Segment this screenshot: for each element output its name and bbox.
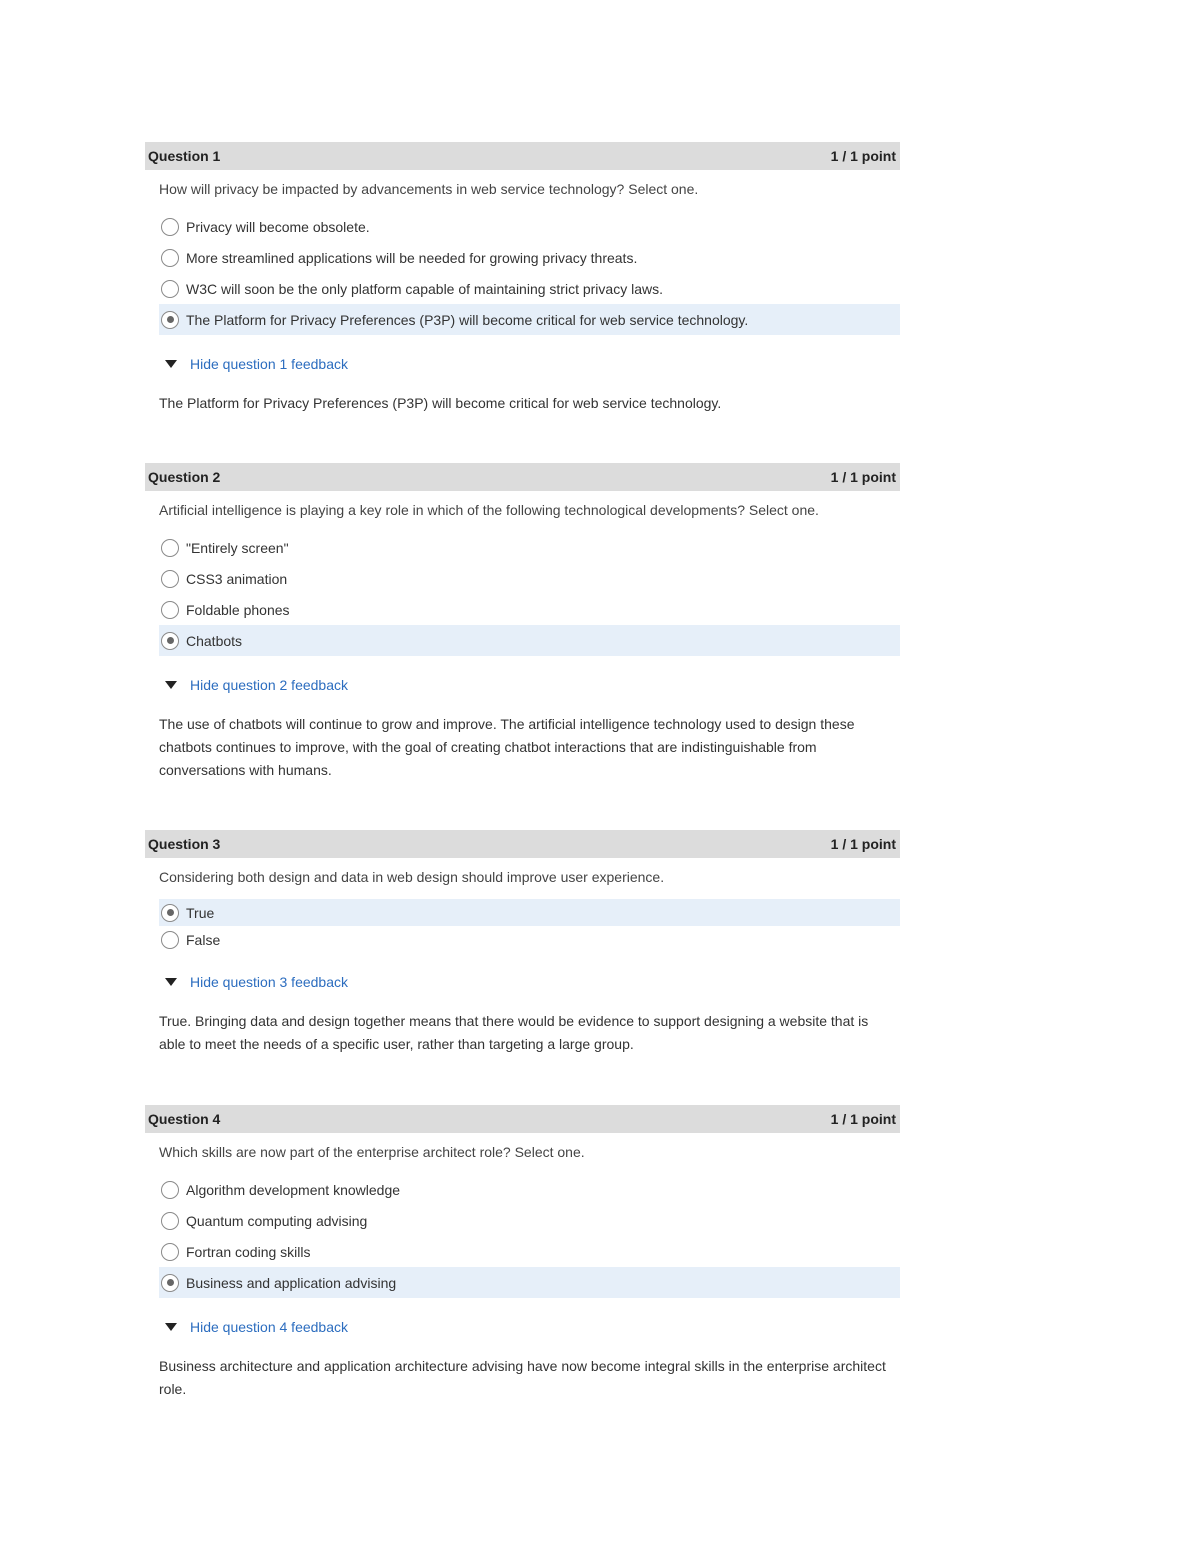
- question-prompt: Artificial intelligence is playing a key role in which of the following technological developments? Select one.: [159, 502, 819, 518]
- question-title: Question 2: [148, 469, 221, 485]
- option-label: Algorithm development knowledge: [186, 1181, 401, 1198]
- answer-options: [145, 899, 900, 953]
- radio-button-icon[interactable]: [161, 1212, 179, 1230]
- option-label: Quantum computing advising: [186, 1212, 368, 1229]
- answer-option-selected[interactable]: [159, 899, 900, 926]
- question-feedback: True. Bringing data and design together means that there would be evidence to support designing a website that is able to meet the needs of a specific user, rather than targeting a large group.: [159, 1013, 869, 1052]
- option-label: Chatbots: [186, 632, 243, 649]
- hide-feedback-label[interactable]: Hide question 2 feedback: [190, 677, 348, 693]
- radio-button-selected-icon[interactable]: [161, 904, 179, 922]
- answer-options: [145, 1174, 900, 1298]
- question-feedback: The use of chatbots will continue to grow and improve. The artificial intelligence technology used to design these chatbots continues to improve, with the goal of creating chatbot interactions that are indistinguishable from conversations with humans.: [159, 716, 855, 778]
- answer-option-selected[interactable]: [159, 1267, 900, 1298]
- radio-button-icon[interactable]: [161, 931, 179, 949]
- option-label: The Platform for Privacy Preferences (P3P) will become critical for web service technology.: [186, 311, 749, 328]
- answer-option[interactable]: [159, 1236, 900, 1267]
- radio-button-selected-icon[interactable]: [161, 1274, 179, 1292]
- question-prompt: How will privacy be impacted by advancements in web service technology? Select one.: [159, 181, 699, 197]
- question-score: 1 / 1 point: [830, 1111, 896, 1127]
- question-header: [145, 463, 900, 491]
- radio-button-icon[interactable]: [161, 249, 179, 267]
- radio-button-icon[interactable]: [161, 1181, 179, 1199]
- radio-button-icon[interactable]: [161, 280, 179, 298]
- question-prompt: Which skills are now part of the enterprise architect role? Select one.: [159, 1144, 585, 1160]
- option-label: "Entirely screen": [186, 539, 289, 556]
- question-title: Question 1: [148, 148, 221, 164]
- question-4: [145, 1105, 900, 1401]
- question-3: [145, 830, 900, 1056]
- answer-option[interactable]: [159, 594, 900, 625]
- option-label: W3C will soon be the only platform capable of maintaining strict privacy laws.: [186, 280, 663, 297]
- answer-option[interactable]: [159, 1205, 900, 1236]
- question-header: [145, 830, 900, 858]
- hide-feedback-link[interactable]: [165, 356, 900, 372]
- radio-button-selected-icon[interactable]: [161, 632, 179, 650]
- radio-button-icon[interactable]: [161, 570, 179, 588]
- hide-feedback-label[interactable]: Hide question 3 feedback: [190, 974, 348, 990]
- answer-option[interactable]: [159, 532, 900, 563]
- caret-down-icon: [165, 978, 177, 986]
- question-header: [145, 1105, 900, 1133]
- caret-down-icon: [165, 681, 177, 689]
- answer-option[interactable]: [159, 242, 900, 273]
- hide-feedback-link[interactable]: [165, 677, 900, 693]
- question-2: [145, 463, 900, 782]
- option-label: True: [186, 904, 215, 921]
- answer-option[interactable]: [159, 273, 900, 304]
- hide-feedback-label[interactable]: Hide question 4 feedback: [190, 1319, 348, 1335]
- question-header: [145, 142, 900, 170]
- question-title: Question 4: [148, 1111, 221, 1127]
- answer-option[interactable]: [159, 1174, 900, 1205]
- caret-down-icon: [165, 360, 177, 368]
- answer-options: [145, 211, 900, 335]
- question-score: 1 / 1 point: [830, 469, 896, 485]
- option-label: Business and application advising: [186, 1274, 397, 1291]
- question-feedback: The Platform for Privacy Preferences (P3P) will become critical for web service technology.: [159, 395, 722, 411]
- option-label: CSS3 animation: [186, 570, 288, 587]
- answer-option[interactable]: [159, 563, 900, 594]
- radio-button-icon[interactable]: [161, 1243, 179, 1261]
- option-label: More streamlined applications will be needed for growing privacy threats.: [186, 249, 638, 266]
- question-1: [145, 142, 900, 415]
- radio-button-icon[interactable]: [161, 601, 179, 619]
- answer-option-selected[interactable]: [159, 625, 900, 656]
- answer-option[interactable]: [159, 926, 900, 953]
- radio-button-icon[interactable]: [161, 218, 179, 236]
- question-feedback: Business architecture and application architecture advising have now become integral skills in the enterprise architect role.: [159, 1358, 886, 1397]
- answer-options: [145, 532, 900, 656]
- radio-button-icon[interactable]: [161, 539, 179, 557]
- question-score: 1 / 1 point: [830, 148, 896, 164]
- radio-button-selected-icon[interactable]: [161, 311, 179, 329]
- answer-option-selected[interactable]: [159, 304, 900, 335]
- answer-option[interactable]: [159, 211, 900, 242]
- question-score: 1 / 1 point: [830, 836, 896, 852]
- caret-down-icon: [165, 1323, 177, 1331]
- option-label: Fortran coding skills: [186, 1243, 311, 1260]
- question-prompt: Considering both design and data in web design should improve user experience.: [159, 869, 665, 885]
- option-label: Privacy will become obsolete.: [186, 218, 370, 235]
- option-label: False: [186, 931, 221, 948]
- hide-feedback-link[interactable]: [165, 1319, 900, 1335]
- option-label: Foldable phones: [186, 601, 290, 618]
- hide-feedback-link[interactable]: [165, 974, 900, 990]
- hide-feedback-label[interactable]: Hide question 1 feedback: [190, 356, 348, 372]
- question-title: Question 3: [148, 836, 221, 852]
